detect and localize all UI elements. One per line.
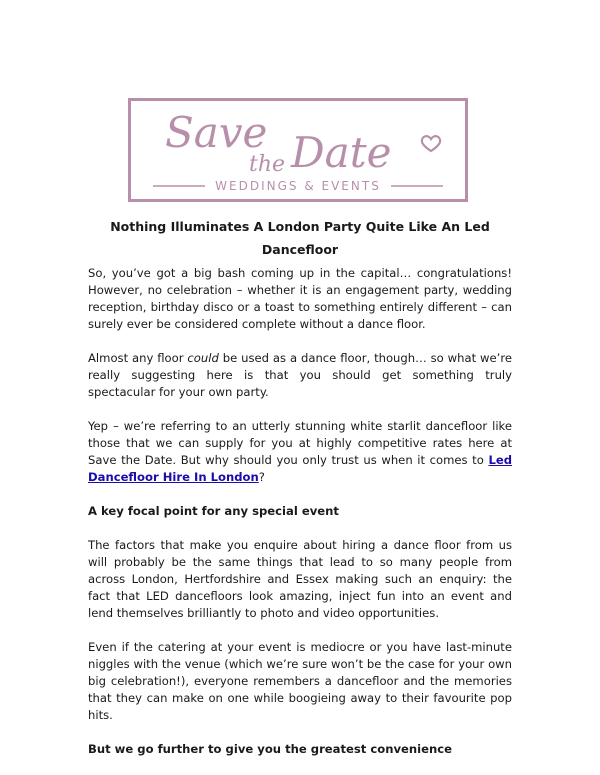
emphasis-could: could [187, 351, 219, 365]
logo-graphic [131, 101, 465, 199]
heart-icon [422, 136, 440, 151]
article-body [88, 215, 512, 775]
save-the-date-logo [128, 98, 468, 202]
paragraph-intro: So, you’ve got a big bash coming up in the capital… congratulations! However, no celebration – whether it is an engagement party, wedding reception, birthday disco or a toast to something entirely different – can surely ever be considered complete without a dance floor. [88, 266, 512, 331]
article-title: Nothing Illuminates A London Party Quite Like An Led Dancefloor [110, 219, 490, 257]
paragraph-text: Almost any floor [88, 351, 188, 365]
logo-subtitle: WEDDINGS & EVENTS [215, 179, 381, 193]
logo-word-the: the [249, 152, 286, 177]
paragraph-text: Yep – we’re referring to an utterly stunning white starlit dancefloor like those that we can supply for you at highly competitive rates here at Save the Date. But why should you only trust us when it comes to [88, 419, 512, 467]
section-heading-focal-point: A key focal point for any special event [88, 504, 339, 518]
paragraph-text: ? [258, 470, 265, 484]
paragraph-starlit [88, 418, 512, 486]
paragraph-factors: The factors that make you enquire about hiring a dance floor from us will probably be the same things that lead to so many people from across London, Hertfordshire and Essex making such an enquiry: the fact that LED dancefloors look amazing, inject fun into an event and lend themselves brilliantly to photo and video opportunities. [88, 538, 512, 620]
section-heading-convenience: But we go further to give you the greatest convenience [88, 742, 452, 756]
paragraph-any-floor [88, 350, 512, 401]
led-dancefloor-hire-link[interactable]: Led Dancefloor Hire In London [88, 453, 512, 484]
logo-word-date: Date [291, 128, 392, 177]
paragraph-catering: Even if the catering at your event is mediocre or you have last-minute niggles with the venue (which we’re sure won’t be the case for your own big celebration!), everyone remembers a dancefloor and the memories that they can make on one while boogieing away to their favourite pop hits. [88, 640, 512, 722]
logo-word-save: Save [165, 108, 268, 157]
paragraph-text: be used as a dance floor, though… so what we’re really suggesting here is that you should get something truly spectacular for your own party. [88, 351, 512, 399]
